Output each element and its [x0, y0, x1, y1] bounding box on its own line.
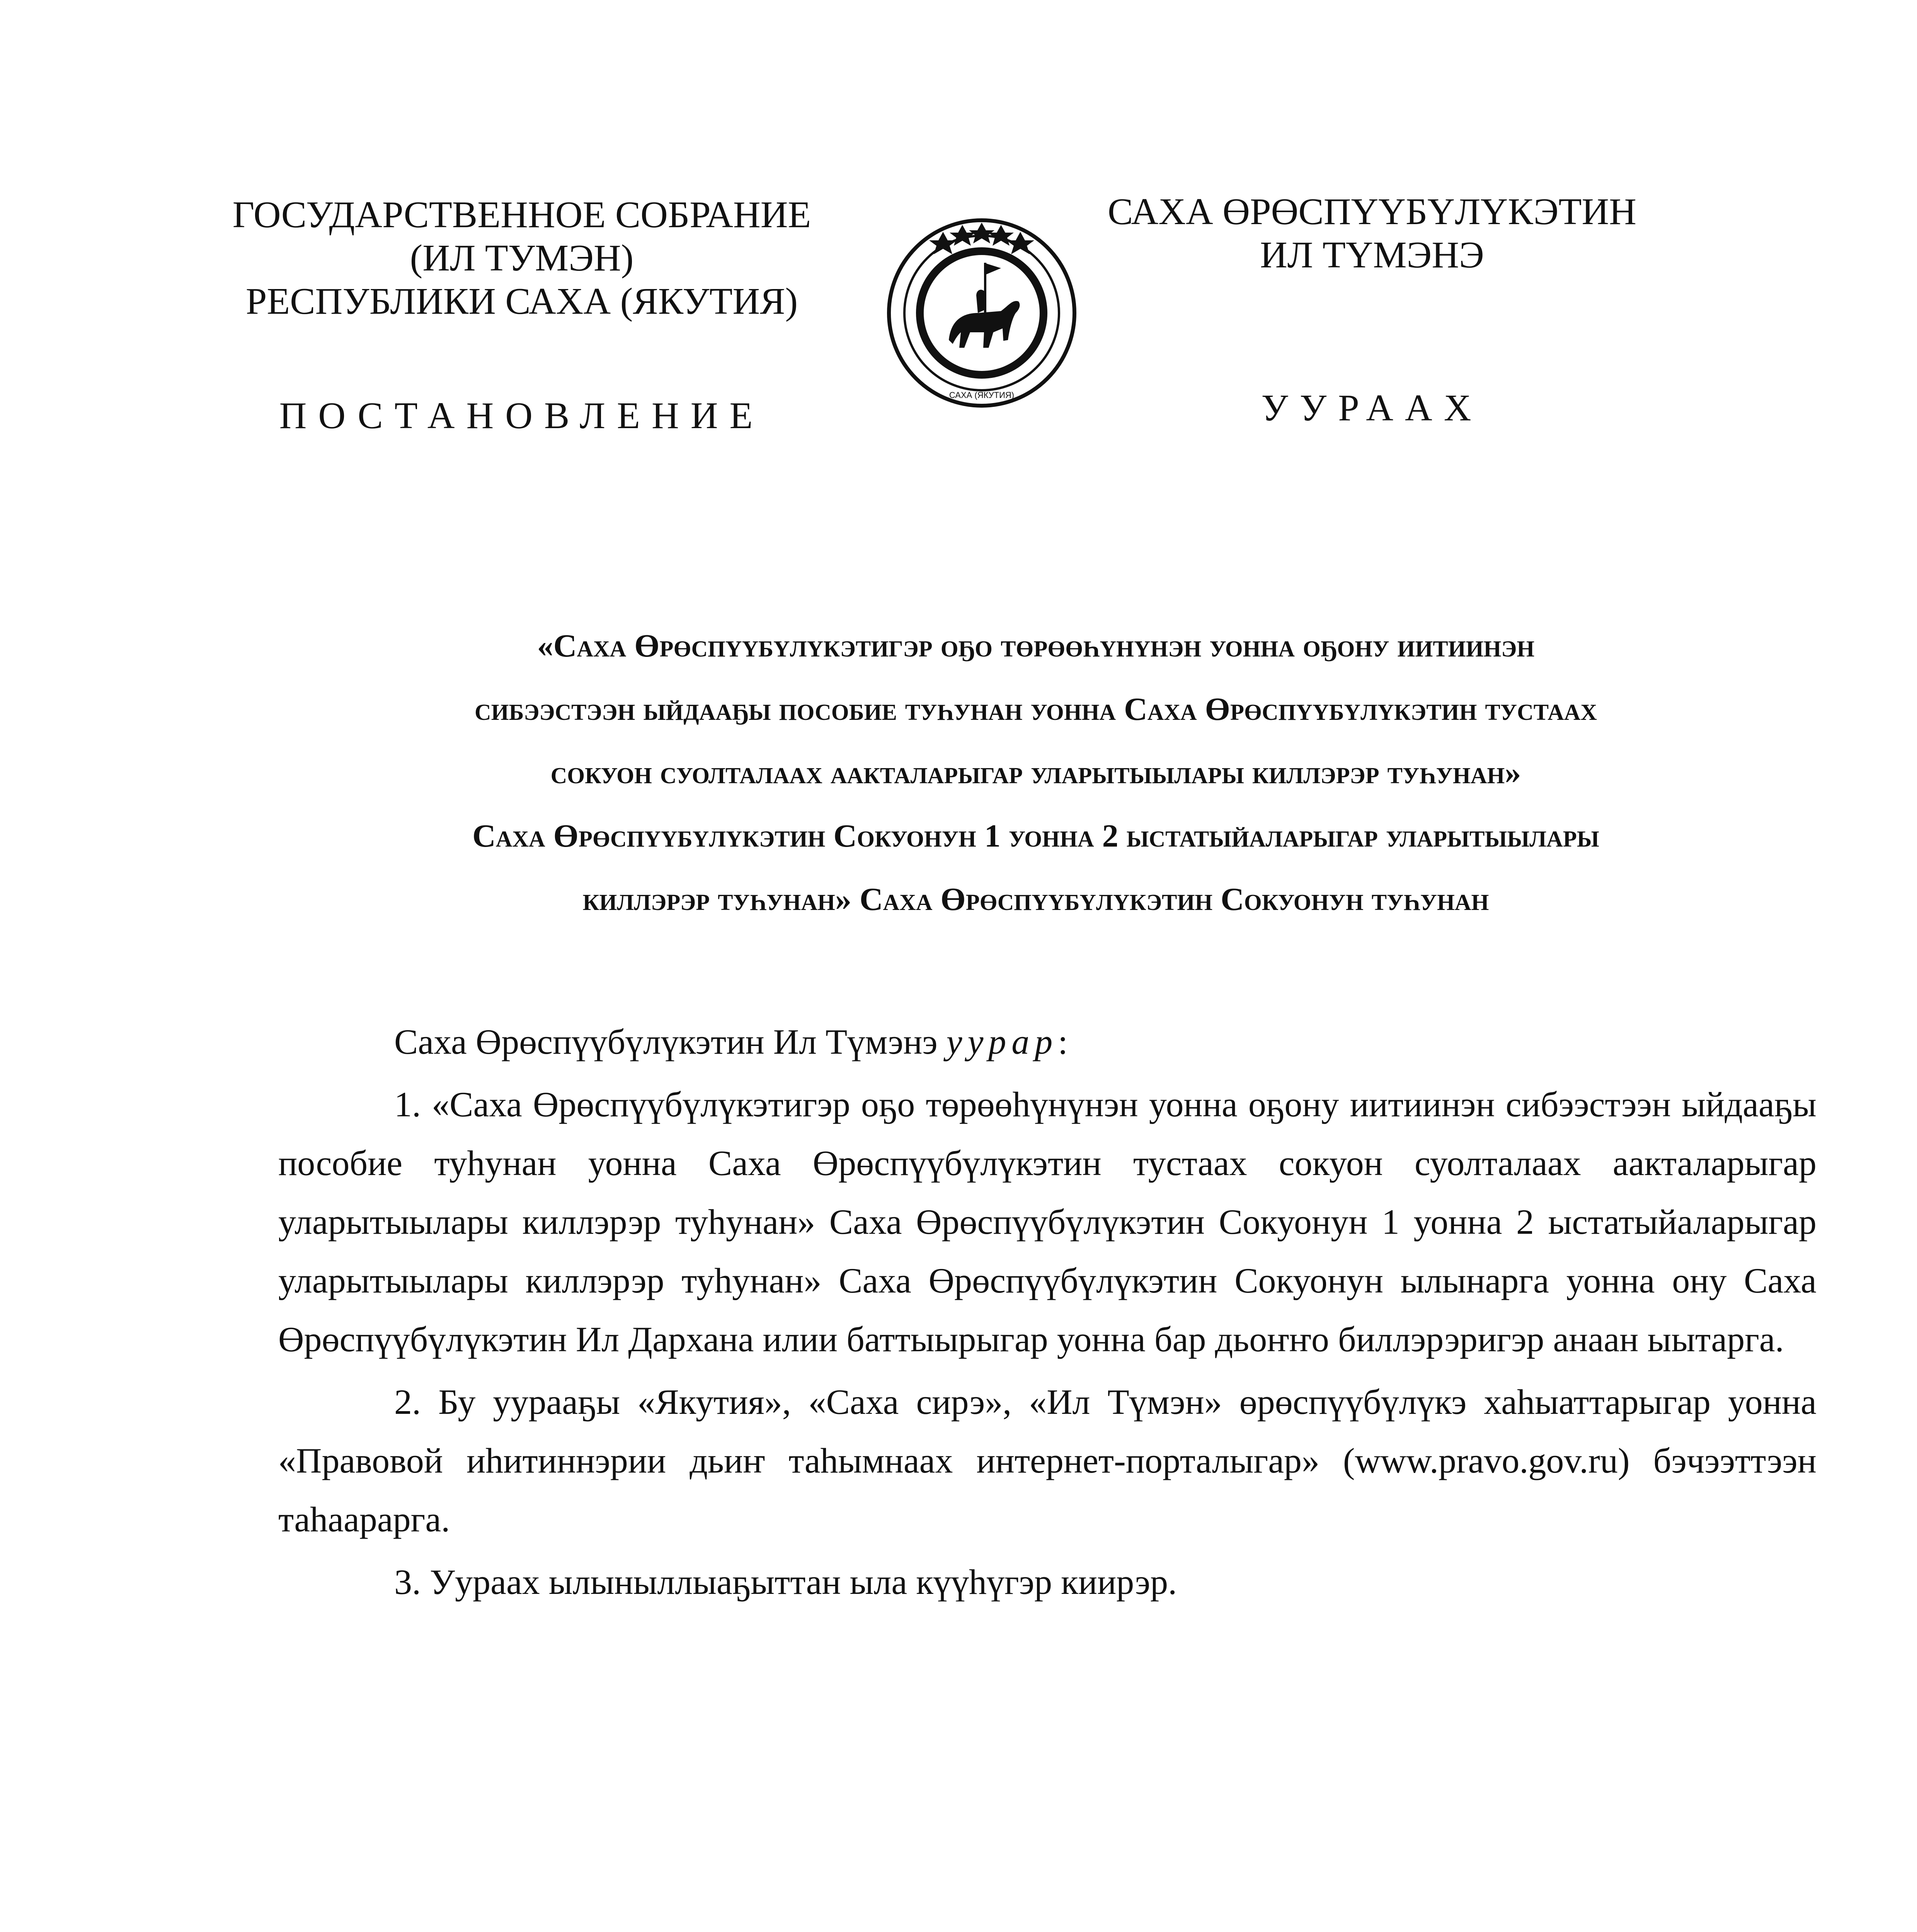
title-line-5: киллэрэр туһунан» Саха Өрөспүүбүлүкэтин Сокуонун туһунан	[582, 881, 1489, 917]
header-left-line-2: (ИЛ ТУМЭН)	[410, 237, 634, 279]
title-line-1: «Саха Өрөспүүбүлүкэтигэр оҕо төрөөһүнүнэн уонна оҕону иитиинэн	[537, 628, 1535, 664]
emblem-ring-text: САХА (ЯКУТИЯ)	[949, 390, 1015, 400]
title-line-2: сибээстээн ыйдааҕы пособие туһунан уонна Саха Өрөспүүбүлүкэтин тустаах	[475, 691, 1597, 727]
header-right-line-1: САХА ӨРӨСПҮҮБҮЛҮКЭТИН	[1108, 191, 1636, 233]
resolution-item-1: 1. «Саха Өрөспүүбүлүкэтигэр оҕо төрөөһүнүнэн уонна оҕону иитиинэн сибээстээн ыйдааҕы пособие туһунан уонна Саха Өрөспүүбүлүкэтин тустаах сокуон суолталаах аакталарыгар уларытыылары киллэрэр туһунан» Саха Өрөспүүбүлүкэтин Сокуонун 1 уонна 2 ыстатыйаларыгар уларытыылары киллэрэр туһунан» Саха Өрөспүүбүлүкэтин Сокуонун ылынарга уонна ону Саха Өрөспүүбүлүкэтин Ил Дархана илии баттыырыгар уонна бар дьоҥҥо биллэрэригэр анаан ыытарга.	[278, 1085, 1817, 1359]
header-left-doc-type: ПОСТАНОВЛЕНИЕ	[279, 395, 764, 437]
header-left-line-3: РЕСПУБЛИКИ САХА (ЯКУТИЯ)	[245, 281, 798, 322]
header-right-doc-type: УУРААХ	[1261, 387, 1483, 429]
title-line-4: Саха Өрөспүүбүлүкэтин Сокуонун 1 уонна 2 ыстатыйаларыгар уларытыылары	[472, 818, 1599, 854]
header-right-organization	[1044, 190, 1701, 277]
header-left-organization	[193, 193, 850, 323]
header-left-line-1: ГОСУДАРСТВЕННОЕ СОБРАНИЕ	[232, 194, 811, 236]
header-right-line-2: ИЛ ТҮМЭНЭ	[1260, 234, 1484, 276]
resolution-item-3: 3. Уураах ылыныллыаҕыттан ыла күүһүгэр киирэр.	[394, 1562, 1177, 1602]
title-line-3: сокуон суолталаах аакталарыгар уларытыылары киллэрэр туһунан»	[550, 755, 1521, 791]
intro-colon: :	[1058, 1022, 1068, 1061]
sakha-republic-emblem-icon	[885, 216, 1078, 410]
intro-text: Саха Өрөспүүбүлүкэтин Ил Түмэнэ	[394, 1022, 947, 1061]
document-title	[271, 614, 1801, 931]
intro-emphasis: уурар	[946, 1022, 1058, 1061]
document-body	[278, 1012, 1817, 1611]
resolution-item-2: 2. Бу уурааҕы «Якутия», «Саха сирэ», «Ил Түмэн» өрөспүүбүлүкэ хаһыаттарыгар уонна «Правовой иһитиннэрии дьиҥ таһымнаах интернет-порталыгар» (www.pravo.gov.ru) бэчээттээн таһаарарга.	[278, 1382, 1817, 1539]
resolution-intro	[278, 1012, 1817, 1071]
